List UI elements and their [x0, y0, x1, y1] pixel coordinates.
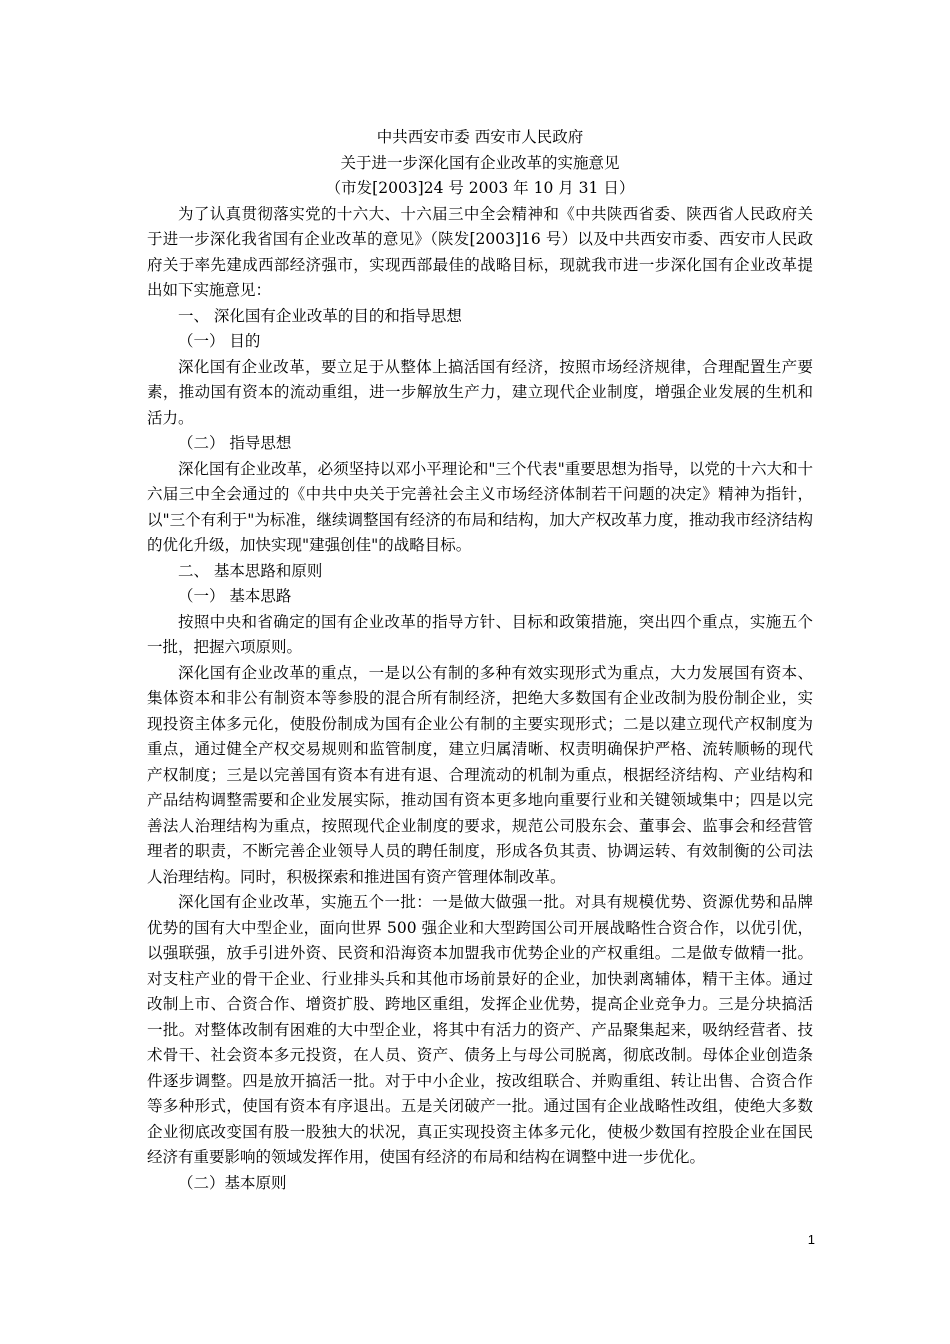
section-1-heading: 一、 深化国有企业改革的目的和指导思想 — [178, 306, 462, 325]
intro-paragraph: 为了认真贯彻落实党的十六大、十六届三中全会精神和《中共陕西省委、陕西省人民政府关于进一步深化我省国有企业改革的意见》（陕发[2003]16 号）以及中共西安市委、西安市人民政府关于率先建成西部经济强市，实现西部最佳的战略目标，现就我市进一步深化国有企业改革提出如下实施意见： — [147, 204, 813, 299]
page-number: 1 — [807, 1232, 815, 1247]
document-title-issuer: 中共西安市委 西安市人民政府 — [376, 128, 584, 146]
section-2-paragraph-1: 按照中央和省确定的国有企业改革的指导方针、目标和政策措施，突出四个重点，实施五个一批，把握六项原则。 — [147, 612, 813, 656]
section-2-paragraph-3: 深化国有企业改革，实施五个一批：一是做大做强一批。对具有规模优势、资源优势和品牌优势的国有大中型企业，面向世界 500 强企业和大型跨国公司开展战略性合资合作，以优引优，以强联强，放手引进外资、民资和沿海资本加盟我市优势企业的产权重组。二是做专做精一批。对支柱产业的骨干企业、行业排头兵和其他市场前景好的企业，加快剥离辅体，精干主体。通过改制上市、合资合作、增资扩股、跨地区重组，发挥企业优势，提高企业竞争力。三是分块搞活一批。对整体改制有困难的大中型企业，将其中有活力的资产、产品聚集起来，吸纳经营者、技术骨干、社会资本多元投资，在人员、资产、债务上与母公司脱离，彻底改制。母体企业创造条件逐步调整。四是放开搞活一批。对于中小企业，按改组联合、并购重组、转让出售、合资合作等多种形式，使国有资本有序退出。五是关闭破产一批。通过国有企业战略性改组，使绝大多数企业彻底改变国有股一股独大的状况，真正实现投资主体多元化，使极少数国有控股企业在国民经济有重要影响的领域发挥作用，使国有经济的布局和结构在调整中进一步优化。 — [147, 893, 813, 1166]
document-reference: （市发[2003]24 号 2003 年 10 月 31 日） — [325, 179, 635, 197]
section-1-paragraph-1: 深化国有企业改革，要立足于从整体上搞活国有经济，按照市场经济规律，合理配置生产要素，推动国有资本的流动重组，进一步解放生产力，建立现代企业制度，增强企业发展的生机和活力。 — [147, 357, 813, 427]
section-2-sub-2-heading: （二）基本原则 — [178, 1173, 287, 1192]
section-2-paragraph-2: 深化国有企业改革的重点，一是以公有制的多种有效实现形式为重点，大力发展国有资本、集体资本和非公有制资本等参股的混合所有制经济，把绝大多数国有企业改制为股份制企业，实现投资主体多元化，使股份制成为国有企业公有制的主要实现形式；二是以建立现代产权制度为重点，通过健全产权交易规则和监管制度，建立归属清晰、权责明确保护严格、流转顺畅的现代产权制度；三是以完善国有资本有进有退、合理流动的机制为重点，根据经济结构、产业结构和产品结构调整需要和企业发展实际，推动国有资本更多地向重要行业和关键领域集中；四是以完善法人治理结构为重点，按照现代企业制度的要求，规范公司股东会、董事会、监事会和经营管理者的职责，不断完善企业领导人员的聘任制度，形成各负其责、协调运转、有效制衡的公司法人治理结构。同时，积极探索和推进国有资产管理体制改革。 — [147, 663, 813, 886]
document-title: 关于进一步深化国有企业改革的实施意见 — [340, 153, 620, 172]
document-body — [147, 125, 813, 1196]
section-2-heading: 二、 基本思路和原则 — [178, 561, 323, 580]
section-1-sub-2-heading: （二） 指导思想 — [178, 434, 292, 452]
section-2-sub-1-heading: （一） 基本思路 — [178, 587, 292, 605]
section-1-paragraph-2: 深化国有企业改革，必须坚持以邓小平理论和"三个代表"重要思想为指导，以党的十六大和十六届三中全会通过的《中共中央关于完善社会主义市场经济体制若干问题的决定》精神为指针，以"三个有利于"为标准，继续调整国有经济的布局和结构，加大产权改革力度，推动我市经济结构的优化升级，加快实现"建强创佳"的战略目标。 — [147, 459, 813, 554]
section-1-sub-1-heading: （一） 目的 — [178, 332, 261, 350]
